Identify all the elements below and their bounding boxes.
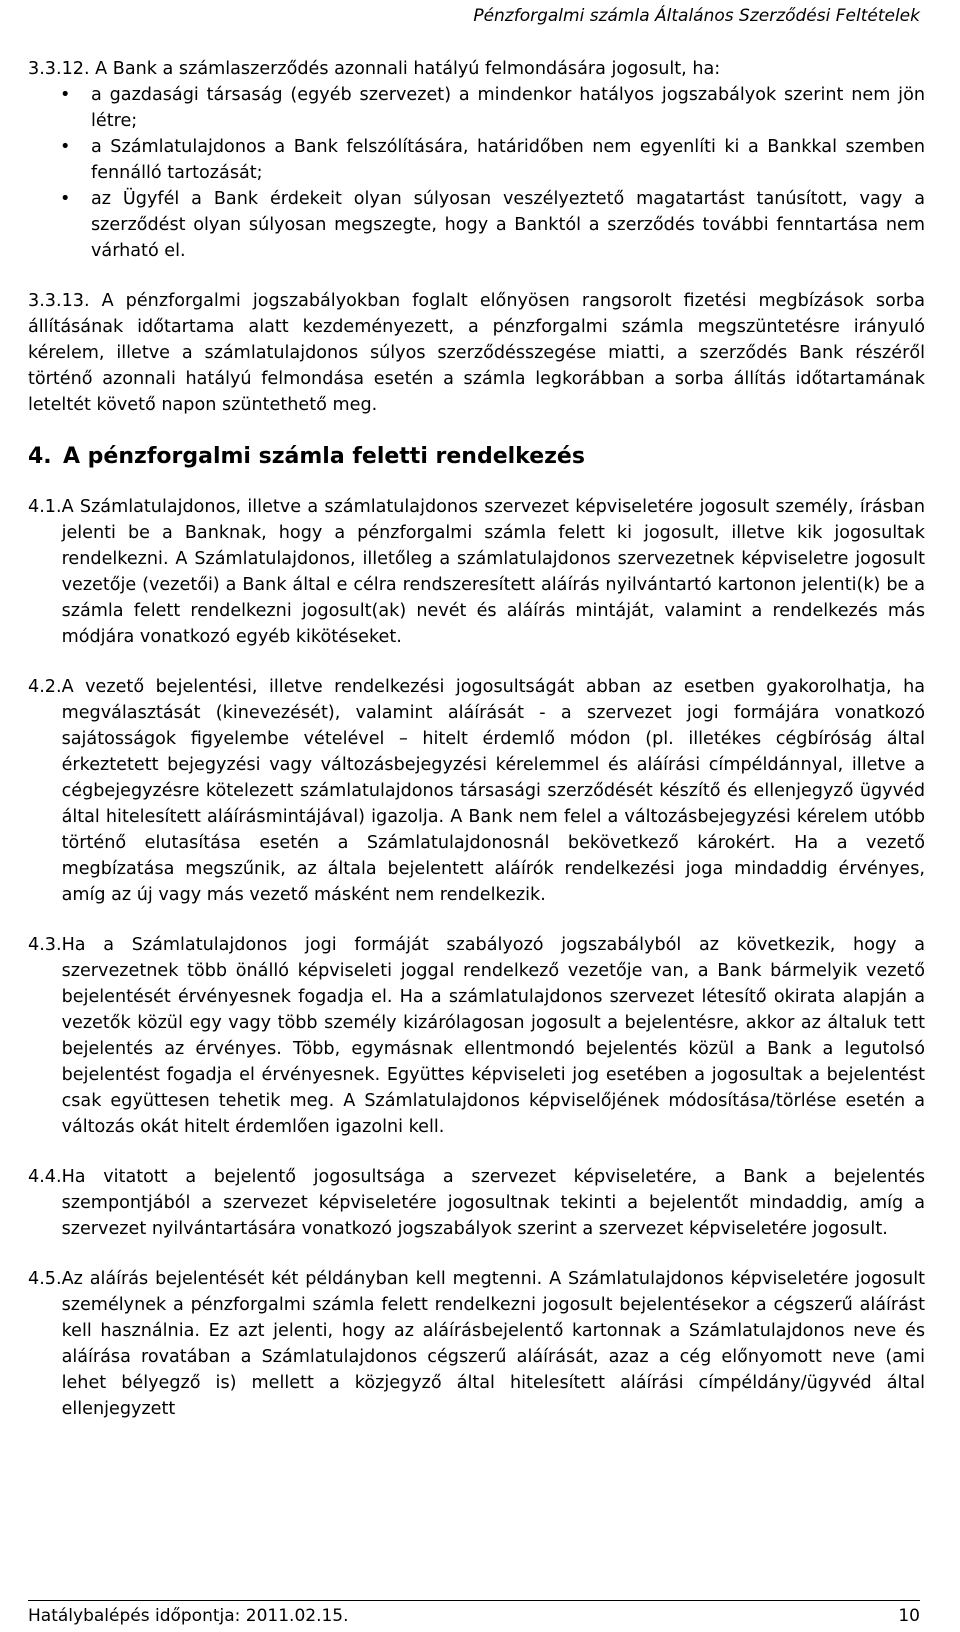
footer-divider xyxy=(28,1600,920,1601)
clause-text: Az aláírás bejelentését két példányban kell megtenni. A Számlatulajdonos képviseletére jogosult személynek a pénzforgalmi számla felett rendelkezni jogosult bejelentésekor a cégszerű aláírást kell használnia. Ez azt jelenti, hogy az aláírásbejelentő kartonnak a Számlatulajdonos neve és aláírása rovatában a Számlatulajdonos cégszerű aláírását, azaz a cég előnyomott neve (ami lehet bélyegző is) mellett a közjegyző által hitelesített aláírási címpéldány/ügyvéd által ellenjegyzett xyxy=(61,1269,925,1419)
list-item: • a gazdasági társaság (egyéb szervezet) a mindenkor hatályos jogszabályok szerint nem jön létre; xyxy=(28,82,925,134)
paragraph-3-3-12-intro: 3.3.12. A Bank a számlaszerződés azonnali hatályú felmondására jogosult, ha: xyxy=(28,59,721,79)
clause-4-2 xyxy=(28,674,925,908)
footer-effective-date: Hatálybalépés időpontja: 2011.02.15. xyxy=(28,1606,349,1626)
clause-4-3 xyxy=(28,932,925,1140)
list-item: • az Ügyfél a Bank érdekeit olyan súlyosan veszélyeztető magatartást tanúsított, vagy a szerződést olyan súlyosan megszegte, hogy a Banktól a szerződés további fenntartása nem várható el. xyxy=(28,186,925,264)
paragraph-3-3-13: 3.3.13. A pénzforgalmi jogszabályokban foglalt előnyösen rangsorolt fizetési megbízások sorba állításának időtartama alatt kezdeményezett, a pénzforgalmi számla megszüntetésre irányuló kérelem, illetve a számlatulajdonos súlyos szerződésszegése miatti, a szerződés Bank részéről történő azonnali hatályú felmondása esetén a számla legkorábban a sorba állítás időtartamának leteltét követő napon szüntethető meg. xyxy=(28,291,925,415)
clause-text: A vezető bejelentési, illetve rendelkezési jogosultságát abban az esetben gyakorolhatja, ha megválasztását (kinevezését), valamint aláírását - a szervezet jogi formájára vonatkozó sajátosságok figyelembe vételével – hitelt érdemlő módon (pl. illetékes cégbíróság által érkeztetett bejegyzési vagy változásbejegyzési kérelemmel és aláírási címpéldánnyal, illetve a cégbejegyzésre kötelezett számlatulajdonos társasági szerződését készítő és ellenjegyző ügyvéd által hitelesített aláírásmintájával) igazolja. A Bank nem felel a változásbejegyzési kérelem utóbb történő elutasítása esetén a Számlatulajdonosnál bekövetkező károkért. Ha a vezető megbízatása megszűnik, az általa bejelentett aláírók rendelkezési joga mindaddig érvényes, amíg az új vagy más vezető másként nem rendelkezik. xyxy=(61,677,925,905)
clause-text: Ha vitatott a bejelentő jogosultsága a szervezet képviseletére, a Bank a bejelentés szempontjából a szervezet képviseletére jogosultnak tekinti a bejelentőt mindaddig, amíg a szervezet nyilvántartására vonatkozó jogszabályok szerint a szervezet képviseletére jogosult. xyxy=(61,1167,925,1239)
bullet-list-3-3-12 xyxy=(28,82,925,264)
clause-4-1 xyxy=(28,494,925,650)
running-header: Pénzforgalmi számla Általános Szerződési Feltételek xyxy=(473,6,920,26)
section-number: 4. xyxy=(28,444,52,469)
clause-number: 4.3. xyxy=(28,935,62,955)
clause-number: 4.5. xyxy=(28,1269,62,1289)
clause-number: 4.2. xyxy=(28,677,62,697)
page-number: 10 xyxy=(898,1606,920,1626)
section-title: A pénzforgalmi számla feletti rendelkezés xyxy=(63,444,585,469)
document-body xyxy=(28,56,925,1446)
clause-4-4 xyxy=(28,1164,925,1242)
list-item: • a Számlatulajdonos a Bank felszólítására, határidőben nem egyenlíti ki a Bankkal szemben fennálló tartozását; xyxy=(28,134,925,186)
clause-number: 4.1. xyxy=(28,497,62,517)
clause-4-5 xyxy=(28,1266,925,1422)
clause-number: 4.4. xyxy=(28,1167,62,1187)
clause-text: Ha a Számlatulajdonos jogi formáját szabályozó jogszabályból az következik, hogy a szervezetnek több önálló képviseleti joggal rendelkező vezetője van, a Bank bármelyik vezető bejelentését érvényesnek fogadja el. Ha a számlatulajdonos szervezet létesítő okirata alapján a vezetők közül egy vagy több személy kizárólagosan jogosult a bejelentésre, akkor az általuk tett bejelentés az érvényes. Több, egymásnak ellentmondó bejelentés közül a Bank a legutolsó bejelentést fogadja el érvényesnek. Együttes képviseleti jog esetében a jogosultak a bejelentést csak együttesen tehetik meg. A Számlatulajdonos képviselőjének módosítása/törlése esetén a változás okát hitelt érdemlően igazolni kell. xyxy=(61,935,925,1137)
section-heading-4 xyxy=(28,442,925,472)
clause-text: A Számlatulajdonos, illetve a számlatulajdonos szervezet képviseletére jogosult személy, írásban jelenti be a Banknak, hogy a pénzforgalmi számla felett ki jogosult, illetve kik jogosultak rendelkezni. A Számlatulajdonos, illetőleg a számlatulajdonos szervezetnek képviseletre jogosult vezetője (vezetői) a Bank által e célra rendszeresített aláírás nyilvántartó kartonon jelenti(k) be a számla felett rendelkezni jogosult(ak) nevét és aláírás mintáját, valamint a rendelkezés más módjára vonatkozó egyéb kikötéseket. xyxy=(61,497,925,647)
